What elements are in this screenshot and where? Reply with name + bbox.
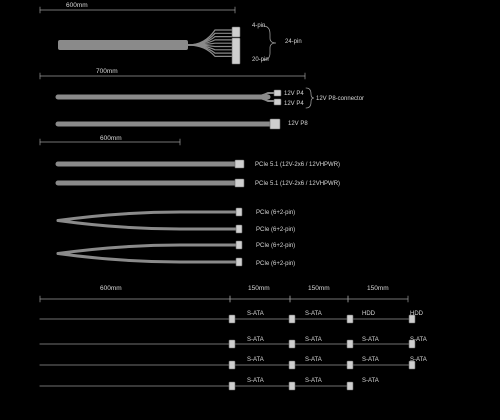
sata-length-label-3: 150mm <box>308 285 330 292</box>
sata-row-4-connector-3 <box>347 382 353 390</box>
sata-length-label-1: 600mm <box>100 285 122 292</box>
connectors <box>229 27 415 390</box>
pcie-split-cable-1-connector-a <box>236 208 242 216</box>
sata-row-1-connector-1 <box>229 315 235 323</box>
pcie-hpwr-connector-2 <box>235 179 244 187</box>
sata-row-4-connector-2 <box>289 382 295 390</box>
sata-r3-label-1: S-ATA <box>247 357 264 363</box>
cpu-p8-group-label: 12V P8-connector <box>316 96 365 102</box>
pcie-split-cable-1-branch-a <box>58 212 236 221</box>
cpu-brace <box>306 88 314 108</box>
sata-r2-label-1: S-ATA <box>247 337 264 343</box>
sata-r3-label-4: S-ATA <box>410 357 427 363</box>
sata-length-label-2: 150mm <box>248 285 270 292</box>
pcie-length-label: 600mm <box>100 135 122 142</box>
sata-r4-label-2: S-ATA <box>305 378 322 384</box>
sata-r2-label-4: S-ATA <box>410 337 427 343</box>
pcie-split-label-3: PCIe (6+2-pin) <box>256 243 296 249</box>
atx-4pin-connector <box>232 27 240 37</box>
sata-row-3-connector-3 <box>347 361 353 369</box>
sata-row-1-connector-3 <box>347 315 353 323</box>
pcie-split-label-2: PCIe (6+2-pin) <box>256 227 296 233</box>
sata-r2-label-2: S-ATA <box>305 337 322 343</box>
pcie-split-label-4: PCIe (6+2-pin) <box>256 261 296 267</box>
atx-20pin-label: 20-pin <box>252 57 269 63</box>
sata-r3-label-3: S-ATA <box>362 357 379 363</box>
sata-row-1-connector-2 <box>289 315 295 323</box>
sata-row-2-connector-1 <box>229 340 235 348</box>
sata-r1-label-3: HDD <box>362 311 375 317</box>
cables <box>40 30 412 386</box>
atx-20pin-connector <box>232 38 240 64</box>
pcie-split-label-1: PCIe (6+2-pin) <box>256 210 296 216</box>
cpu-p4-connector-1 <box>274 90 281 96</box>
atx-24pin-group-label: 24-pin <box>285 39 302 45</box>
atx-length-label: 600mm <box>66 2 88 9</box>
sata-row-2-connector-3 <box>347 340 353 348</box>
sata-row-4-connector-1 <box>229 382 235 390</box>
pcie-hpwr-label-2: PCIe 5.1 (12V-2x6 / 12VHPWR) <box>255 181 341 187</box>
pcie-split-cable-1-connector-b <box>236 225 242 233</box>
pcie-split-cable-2-branch-b <box>58 254 236 263</box>
sata-row-2-connector-2 <box>289 340 295 348</box>
sata-r1-label-4: HDD <box>410 311 423 317</box>
cpu-p8-label: 12V P8 <box>288 121 308 127</box>
atx-4pin-label: 4-pin <box>252 23 266 29</box>
sata-row-3-connector-2 <box>289 361 295 369</box>
pcie-split-cable-2-branch-a <box>58 245 236 254</box>
cpu-p4-label-1: 12V P4 <box>284 91 304 97</box>
pcie-hpwr-connector-1 <box>235 160 244 168</box>
pcie-split-cable-2-connector-a <box>236 241 242 249</box>
sata-row-3-connector-1 <box>229 361 235 369</box>
sata-r1-label-2: S-ATA <box>305 311 322 317</box>
cpu-p4-label-2: 12V P4 <box>284 101 304 107</box>
cpu-p4-connector-2 <box>274 99 281 105</box>
atx-brace <box>263 26 276 60</box>
pcie-hpwr-label-1: PCIe 5.1 (12V-2x6 / 12VHPWR) <box>255 162 341 168</box>
pcie-split-cable-2-connector-b <box>236 258 242 266</box>
atx-sleeve <box>58 40 188 50</box>
cpu-p8-connector <box>270 119 280 129</box>
sata-r2-label-3: S-ATA <box>362 337 379 343</box>
pcie-split-cable-1-branch-b <box>58 221 236 230</box>
sata-length-label-4: 150mm <box>367 285 389 292</box>
cpu-length-label: 700mm <box>96 68 118 75</box>
sata-r4-label-1: S-ATA <box>247 378 264 384</box>
sata-r4-label-3: S-ATA <box>362 378 379 384</box>
sata-r1-label-1: S-ATA <box>247 311 264 317</box>
sata-r3-label-2: S-ATA <box>305 357 322 363</box>
